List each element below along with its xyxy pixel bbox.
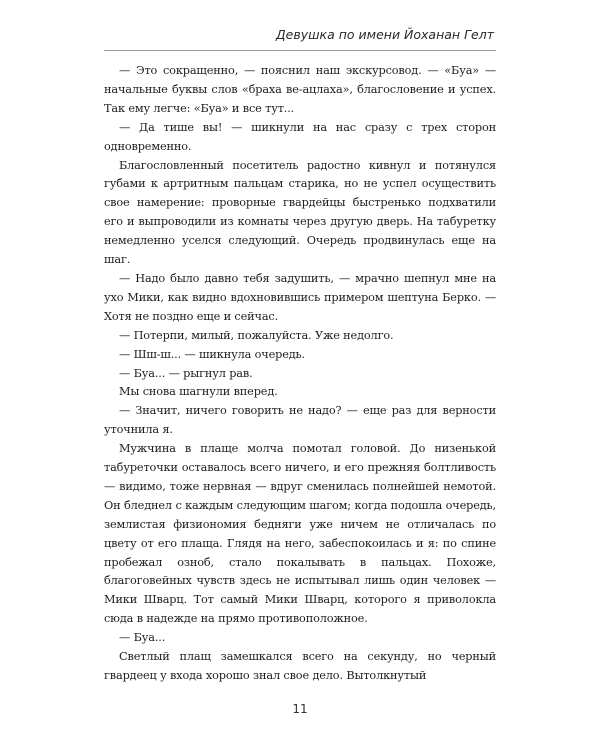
paragraph: — Буа... — рыгнул рав. xyxy=(119,366,253,380)
body-text xyxy=(104,62,496,686)
paragraph: — Потерпи, милый, пожалуйста. Уже недолго. xyxy=(119,328,394,342)
paragraph: Мы снова шагнули вперед. xyxy=(119,385,278,399)
page-number: 11 xyxy=(292,702,308,716)
paragraph: — Надо было давно тебя задушить, — мрачно шепнул мне на ухо Мики, как видно вдохновившись примером шептуна Берко. — Хотя не поздно еще и сейчас. xyxy=(104,271,496,323)
paragraph: — Да тише вы! — шикнули на нас сразу с трех сторон одновременно. xyxy=(104,120,496,153)
paragraph: Благословленный посетитель радостно кивнул и потянулся губами к артритным пальцам старика, но не успел осуществить свое намерение: проворные гвардейцы быстренько подхватили его и выпроводили из комнаты через другую дверь. На табуретку немедленно уселся следующий. Очередь продвинулась еще на шаг. xyxy=(104,158,496,267)
header-rule xyxy=(104,50,496,51)
paragraph: — Буа... xyxy=(119,631,166,645)
paragraph: Светлый плащ замешкался всего на секунду, но черный гвардеец у входа хорошо знал свое дело. Вытолкнутый xyxy=(104,650,496,682)
paragraph: — Значит, ничего говорить не надо? — еще раз для верности уточнила я. xyxy=(104,404,496,437)
paragraph: — Это сокращенно, — пояснил наш экскурсовод. — «Буа» — начальные буквы слов «браха ве-ацлаха», благословение и успех. Так ему легче: «Буа» и все тут... xyxy=(104,64,496,115)
paragraph: — Шш-ш... — шикнула очередь. xyxy=(119,347,305,361)
running-header: Девушка по имени Йоханан Гелт xyxy=(275,27,494,42)
paragraph: Мужчина в плаще молча помотал головой. До низенькой табуреточки оставалось всего ничего, и его прежняя болтливость — видимо, тоже нервная — вдруг сменилась полнейшей немотой. Он бледнел с каждым следующим шагом; когда подошла очередь, землистая физиономия бедняги уже ничем не отличалась по цвету от его плаща. Глядя на него, забеспокоилась и я: по спине пробежал озноб, стало покалывать в пальцах. Похоже, благоговейных чувств здесь не испытывал лишь один человек — Мики Шварц. Тот самый Мики Шварц, которого я приволокла сюда в надежде на прямо противоположное. xyxy=(104,442,496,626)
